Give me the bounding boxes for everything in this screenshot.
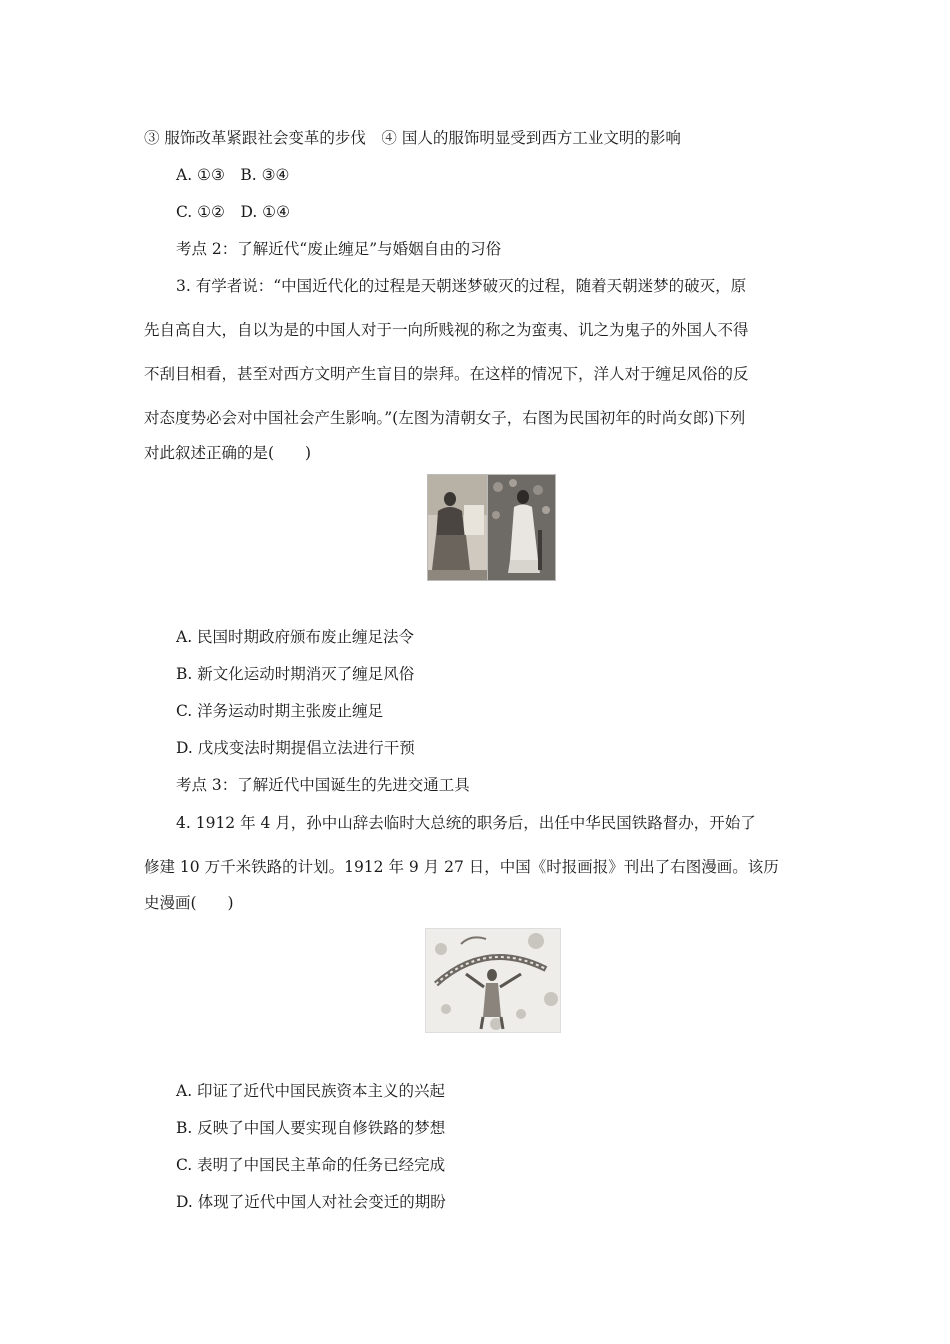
- q3-option-a: A. 民国时期政府颁布废止缠足法令: [176, 628, 415, 646]
- q2-answer-a-b: A. ①③ B. ③④: [176, 166, 290, 184]
- q3-stem-line-1: 3. 有学者说：“中国近代化的过程是天朝迷梦破灭的过程，随着天朝迷梦的破灭，原: [176, 277, 747, 295]
- q4-option-c: C. 表明了中国民主革命的任务已经完成: [176, 1156, 446, 1174]
- q4-option-a: A. 印证了近代中国民族资本主义的兴起: [176, 1082, 446, 1100]
- kaodian-3-heading: 考点 3：了解近代中国诞生的先进交通工具: [176, 776, 470, 794]
- qing-woman-photo: [427, 474, 488, 581]
- q4-stem-line-2: 修建 10 万千米铁路的计划。1912 年 9 月 27 日，中国《时报画报》刊出了右图漫画。该历: [144, 858, 779, 876]
- q4-option-b: B. 反映了中国人要实现自修铁路的梦想: [176, 1119, 446, 1137]
- republic-woman-photo: [487, 474, 556, 581]
- q2-answer-c-d: C. ①② D. ①④: [176, 203, 290, 221]
- kaodian-2-heading: 考点 2：了解近代“废止缠足”与婚姻自由的习俗: [176, 240, 502, 258]
- q3-stem-line-3: 不刮目相看，甚至对西方文明产生盲目的崇拜。在这样的情况下，洋人对于缠足风俗的反: [144, 365, 749, 383]
- q3-stem-line-2: 先自高自大，自以为是的中国人对于一向所贱视的称之为蛮夷、讥之为鬼子的外国人不得: [144, 321, 749, 339]
- q4-option-d: D. 体现了近代中国人对社会变迁的期盼: [176, 1193, 446, 1211]
- q3-stem-line-5: 对此叙述正确的是( ): [144, 444, 312, 462]
- q3-stem-line-4: 对态度势必会对中国社会产生影响。”(左图为清朝女子，右图为民国初年的时尚女郎)下列: [144, 409, 746, 427]
- railway-cartoon: [425, 928, 561, 1033]
- q3-option-b: B. 新文化运动时期消灭了缠足风俗: [176, 665, 415, 683]
- q3-option-d: D. 戊戌变法时期提倡立法进行干预: [176, 739, 415, 757]
- q2-option-3-4: ③ 服饰改革紧跟社会变革的步伐 ④ 国人的服饰明显受到西方工业文明的影响: [144, 129, 681, 147]
- q4-stem-line-1: 4. 1912 年 4 月，孙中山辞去临时大总统的职务后，出任中华民国铁路督办，开始了: [176, 814, 756, 832]
- q3-option-c: C. 洋务运动时期主张废止缠足: [176, 702, 384, 720]
- q4-stem-line-3: 史漫画( ): [144, 894, 234, 912]
